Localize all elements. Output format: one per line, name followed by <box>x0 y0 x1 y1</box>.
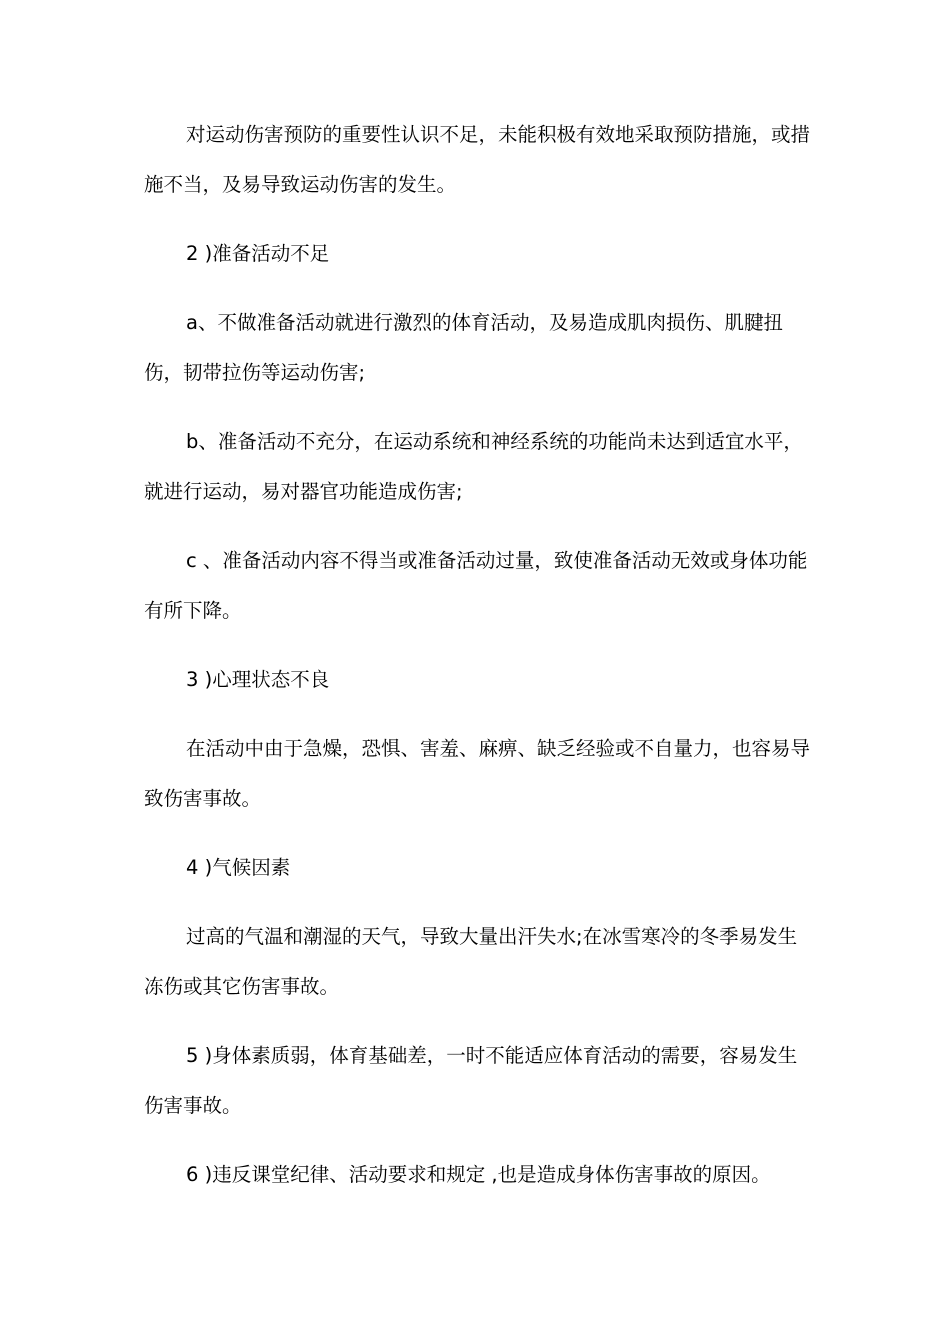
heading-warmup: 2 )准备活动不足 <box>186 242 330 265</box>
paragraph-awareness: 对运动伤害预防的重要性认识不足，未能积极有效地采取预防措施，或措施不当，及易导致运动伤害的发生。 <box>144 123 811 196</box>
heading-mental-state: 3 )心理状态不良 <box>186 668 330 691</box>
document-body <box>144 110 812 1219</box>
paragraph-climate: 过高的气温和潮湿的天气，导致大量出汗失水;在冰雪寒冷的冬季易发生冻伤或其它伤害事故。 <box>144 925 798 998</box>
paragraph-warmup-a: a、不做准备活动就进行激烈的体育活动，及易造成肌肉损伤、肌腱扭伤，韧带拉伤等运动伤害; <box>144 311 783 384</box>
paragraph-discipline: 6 )违反课堂纪律、活动要求和规定 ,也是造成身体伤害事故的原因。 <box>186 1163 771 1186</box>
paragraph-mental-state: 在活动中由于急燥，恐惧、害羞、麻痹、缺乏经验或不自量力，也容易导致伤害事故。 <box>144 737 811 810</box>
paragraph-warmup-b: b、准备活动不充分，在运动系统和神经系统的功能尚未达到适宜水平，就进行运动，易对器官功能造成伤害; <box>144 430 803 503</box>
paragraph-physical-fitness: 5 )身体素质弱，体育基础差，一时不能适应体育活动的需要，容易发生伤害事故。 <box>144 1044 798 1117</box>
heading-climate: 4 )气候因素 <box>186 856 291 879</box>
paragraph-warmup-c: c 、准备活动内容不得当或准备活动过量，致使准备活动无效或身体功能有所下降。 <box>144 549 808 622</box>
